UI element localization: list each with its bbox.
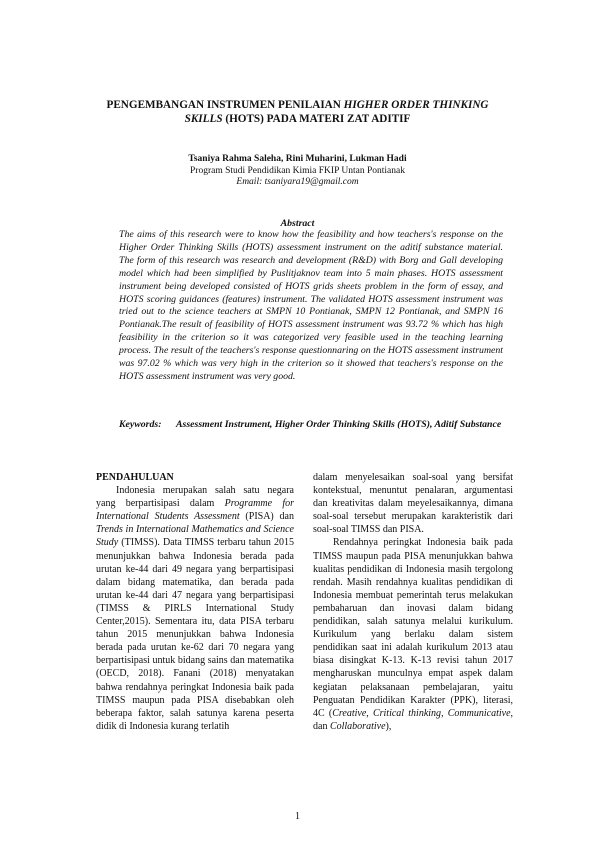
text-run-italic: Programme for International Students Assessment [96,498,294,523]
text-run-italic: Trends in International Mathematics and Science Study [96,524,294,549]
keywords-value: Assessment Instrument, Higher Order Thinking Skills (HOTS), Aditif Substance [176,419,502,430]
author-email: Email: tsaniyara19@gmail.com [236,177,359,187]
abstract-heading: Abstract [280,218,315,229]
text-run-italic: Creative [332,707,367,719]
right-column [313,471,513,733]
text-run: Rendahnya peringkat Indonesia baik pada TIMSS maupun pada PISA menunjukkan bahwa kualitas pendidikan di Indonesia masih tergolong rendah. Masih rendahnya kualitas pendidikan di Indonesia membuat pemerintah terus melakukan pembaharuan dan inovasi dalam bidang pendidikan, salah satunya melalui kurikulum. Kurikulum yang berlaku dalam sistem pendidikan saat ini adalah kurikulum 2013 atau biasa disingkat K-13. K-13 revisi tahun 2017 mengharuskan munculnya empat aspek dalam kegiatan pelaksanaan pembelajaran, yaitu Penguatan Pendidikan Karakter (PPK), literasi, 4C ( [313,537,513,719]
paper-title [60,98,535,126]
text-run-italic: Collaborative [329,720,386,732]
author-names: Tsaniya Rahma Saleha, Rini Muharini, Lukman Hadi [188,154,407,164]
left-column [96,471,294,733]
text-run: ), [385,720,392,732]
keywords-label: Keywords: [119,419,162,430]
title-text-italic: HIGHER ORDER THINKING [343,99,489,111]
text-run-italic: Communicative [447,707,511,719]
keywords [119,419,509,432]
text-run: (TIMSS). Data TIMSS terbaru tahun 2015 menunjukkan bahwa Indonesia berada pada urutan ke-44 dari 49 negara yang berpartisipasi dalam bidang matematika, dan berada pada urutan ke-44 dari 47 negara yang berpartisipasi (TIMSS & PIRLS International Study Center,2015). Sementara itu, data PISA terbaru tahun 2015 menunjukkan bahwa Indonesia berada pada urutan ke-62 dari 70 negara yang berpartisipasi untuk bidang sains dan matematika (OECD, 2018). Fanani (2018) menyatakan bahwa rendahnya peringkat Indonesia baik pada TIMSS maupun pada PISA disebabkan oleh beberapa faktor, salah satunya karena peserta didik di Indonesia kurang terlatih [96,537,294,732]
left-paragraph-1 [96,484,294,733]
title-text-normal-2: (HOTS) PADA MATERI ZAT ADITIF [222,113,411,125]
page-number: 1 [295,811,300,822]
title-text-normal: PENGEMBANGAN INSTRUMEN PENILAIAN [106,99,344,111]
title-text-italic-2: SKILLS [184,113,223,125]
abstract-text: The aims of this research were to know how the feasibility and how teachers's response on the Higher Order Thinking Skills (HOTS) assessment instrument on the aditif substance material. The form of this research was research and development (R&D) with Borg and Gall developing model which had been simplified by Puslitjaknov team into 5 main phases. HOTS assessment instrument being developed consisted of HOTS grids sheets problem in the form of essay, and HOTS scoring guidances (features) instrument. The validated HOTS assessment instrument was tried out to the science teachers at SMPN 10 Pontianak, SMPN 12 Pontianak, and SMPN 16 Pontianak.The result of feasibility of HOTS assessment instrument was 93.72 % which has high feasibility in the criterion so it was categorized very feasible used in the teaching learning process. The result of the teachers's response questionnaring on the HOTS assessment instrument was 97.02 % which was very high in the criterion so it showed that teachers's response on the HOTS assessment instrument was very good. [119,229,503,382]
text-run: , [366,707,373,719]
author-affiliation: Program Studi Pendidikan Kimia FKIP Untan Pontianak [190,165,405,176]
right-paragraph-1: dalam menyelesaikan soal-soal yang bersifat kontekstual, menuntut penalaran, argumentasi dan kreativitas dalam meyelesaikannya, dimana soal-soal tersebut merupakan karakteristik dari soal-soal TIMSS dan PISA. [313,472,513,536]
title-line-2 [60,112,535,126]
author-block [60,154,535,189]
text-run: , dan [313,707,514,732]
section-heading: PENDAHULUAN [96,472,174,483]
right-paragraph-2 [313,536,513,732]
title-line-1 [60,98,535,112]
text-run: (PISA) dan [239,511,294,523]
text-run-italic: Critical thinking [372,707,442,719]
text-run: Indonesia merupakan salah satu negara yang berpartisipasi dalam [96,485,294,510]
text-run: , [441,707,448,719]
